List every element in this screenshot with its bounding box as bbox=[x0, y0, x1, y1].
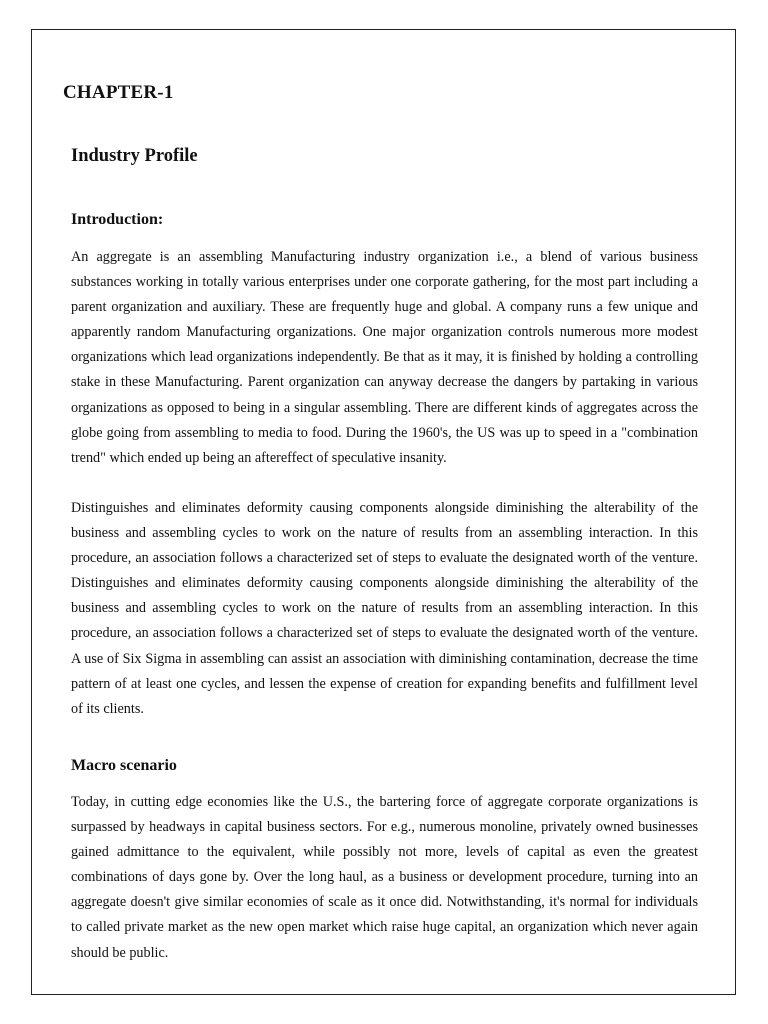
introduction-heading: Introduction: bbox=[71, 211, 164, 228]
section-title: Industry Profile bbox=[71, 146, 198, 166]
macro-scenario-heading: Macro scenario bbox=[71, 757, 177, 774]
distinguishes-paragraph: Distinguishes and eliminates deformity causing components alongside diminishing the alterability of the business and assembling cycles to work on the nature of results from an assembling interaction. In this procedure, an association follows a characterized set of steps to evaluate the designated worth of the venture. Distinguishes and eliminates deformity causing components alongside diminishing the alterability of the business and assembling cycles to work on the nature of results from an assembling interaction. In this procedure, an association follows a characterized set of steps to evaluate the designated worth of the venture. A use of Six Sigma in assembling can assist an association with diminishing contamination, decrease the time pattern of at least one cycles, and lessen the expense of creation for expanding benefits and fulfillment level of its clients. bbox=[71, 500, 698, 717]
chapter-title: CHAPTER-1 bbox=[63, 82, 174, 103]
macro-scenario-paragraph: Today, in cutting edge economies like the U.S., the bartering force of aggregate corporate organizations is surpassed by headways in capital business sectors. For e.g., numerous monoline, privately owned businesses gained admittance to the equivalent, while possibly not more, levels of capital as even the greatest combinations of days gone by. Over the long haul, as a business or development procedure, turning into an aggregate doesn't give similar economies of scale as it once did. Notwithstanding, it's normal for individuals to called private market as the new open market which raise huge capital, an organization which never again should be public. bbox=[71, 794, 698, 961]
introduction-paragraph: An aggregate is an assembling Manufacturing industry organization i.e., a blend of various business substances working in totally various enterprises under one corporate gathering, for the most part including a parent organization and auxiliary. These are frequently huge and global. A company runs a few unique and apparently random Manufacturing organizations. One major organization controls numerous more modest organizations which lead organizations independently. Be that as it may, it is finished by holding a controlling stake in these Manufacturing. Parent organization can anyway decrease the dangers by partaking in various organizations as opposed to being in a singular assembling. There are different kinds of aggregates across the globe going from assembling to media to food. During the 1960's, the US was up to speed in a "combination trend" which ended up being an aftereffect of speculative insanity. bbox=[71, 249, 698, 466]
